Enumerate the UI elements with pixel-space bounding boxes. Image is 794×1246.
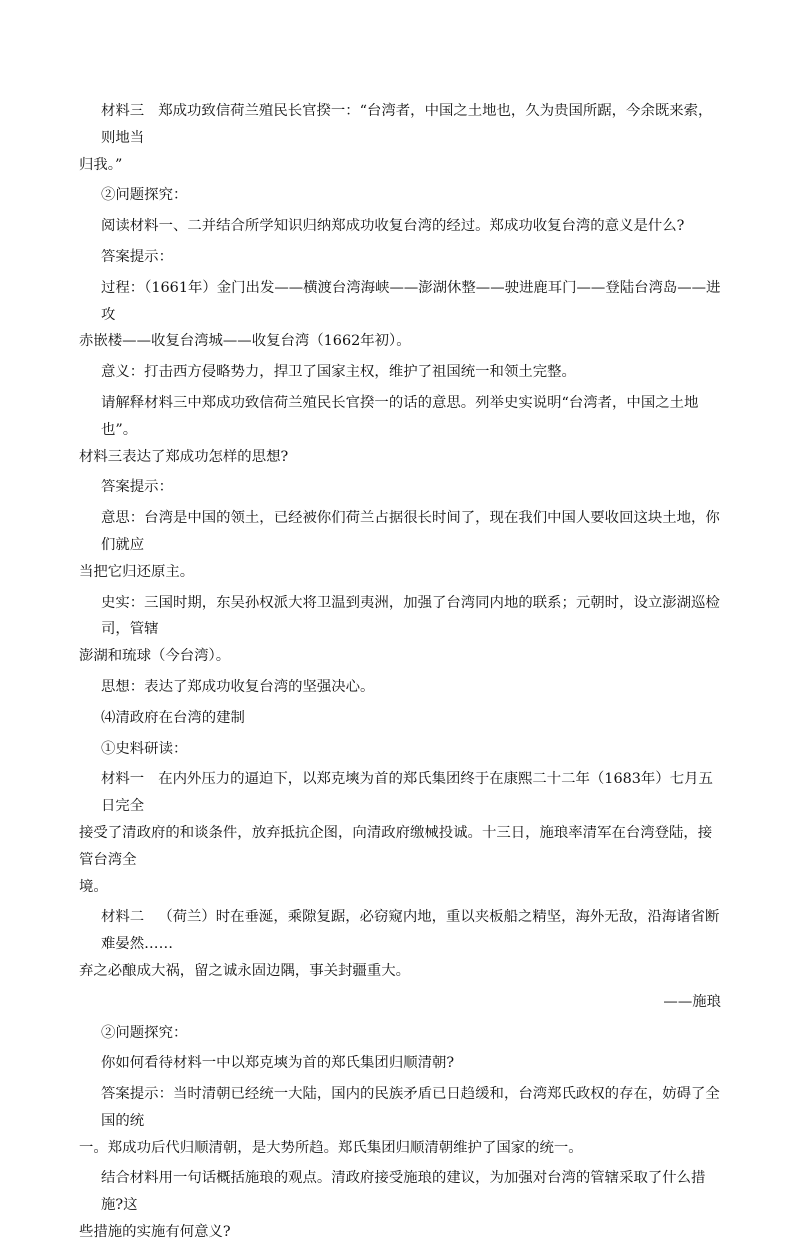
paragraph-continuation: 赤嵌楼——收复台湾城——收复台湾（1662年初）。 [79,333,411,350]
answer-facts: 史实：三国时期，东吴孙权派大将卫温到夷洲，加强了台湾同内地的联系；元朝时，设立澎湖巡检司，管辖 [101,594,720,638]
paragraph-continuation: 材料三表达了郑成功怎样的思想? [79,448,289,465]
material-label: 材料三 [101,103,145,119]
answer-hint-label: 答案提示： [101,248,173,265]
section-heading: ②问题探究： [101,187,188,204]
answer-thought: 思想：表达了郑成功收复台湾的坚强决心。 [101,678,375,695]
material-text: 在内外压力的逼迫下，以郑克塽为首的郑氏集团终于在康熙二十二年（1683年）七月五日完全 [101,771,713,815]
question-text: 阅读材料一、二并结合所学知识归纳郑成功收复台湾的经过。郑成功收复台湾的意义是什么? [101,218,685,235]
paragraph-continuation: 归我。” [79,156,123,173]
paragraph-continuation: 些措施的实施有何意义? [79,1224,231,1241]
section-subheading: ①史料研读： [101,740,188,757]
answer-meaning: 意思：台湾是中国的领土，已经被你们荷兰占据很长时间了，现在我们中国人要收回这块土地，你们就应 [101,510,720,553]
paragraph-material-three [101,98,721,152]
paragraph-material-one [101,766,721,820]
paragraph-continuation: 一。郑成功后代归顺清朝，是大势所趋。郑氏集团归顺清朝维护了国家的统一。 [79,1139,583,1156]
paragraph-continuation: 当把它归还原主。 [79,563,195,580]
paragraph-continuation: 境。 [79,878,108,895]
paragraph-continuation: 弃之必酿成大祸，留之诚永固边隅，事关封疆重大。 [79,962,410,979]
answer-hint-label: 答案提示： [101,479,173,496]
paragraph-continuation: 接受了清政府的和谈条件，放弃抵抗企图，向清政府缴械投诚。十三日，施琅率清军在台湾登陆，接管台湾全 [79,824,713,868]
section-subheading: ②问题探究： [101,1024,188,1041]
paragraph-material-two [101,904,721,958]
document-body [79,98,721,1246]
paragraph-continuation: 澎湖和琉球（今台湾）。 [79,648,231,665]
material-text: 郑成功致信荷兰殖民长官揆一：“台湾者，中国之土地也，久为贵国所踞，今余既来索，则地当 [101,103,713,146]
question-text: 结合材料用一句话概括施琅的观点。清政府接受施琅的建议，为加强对台湾的管辖采取了什么措施?这 [101,1170,706,1214]
section-heading: ⑷清政府在台湾的建制 [101,709,245,726]
answer-process: 过程：（1661年）金门出发——横渡台湾海峡——澎湖休整——驶进鹿耳门——登陆台湾岛——进攻 [101,279,721,323]
material-text: （荷兰）时在垂涎，乘隙复踞，必窃窥内地，重以夹板船之精坚，海外无敌，沿海诸省断难晏然…… [101,909,720,953]
answer-text: 答案提示：当时清朝已经统一大陆，国内的民族矛盾已日趋缓和，台湾郑氏政权的存在，妨碍了全国的统 [101,1086,720,1129]
question-text: 请解释材料三中郑成功致信荷兰殖民长官揆一的话的意思。列举史实说明“台湾者，中国之土地也”。 [101,394,699,438]
attribution: ——施琅 [663,993,721,1010]
material-label: 材料一 [101,771,145,788]
answer-significance: 意义：打击西方侵略势力，捍卫了国家主权，维护了祖国统一和领土完整。 [101,364,576,381]
material-label: 材料二 [101,909,145,926]
question-text: 你如何看待材料一中以郑克塽为首的郑氏集团归顺清朝? [101,1055,455,1072]
